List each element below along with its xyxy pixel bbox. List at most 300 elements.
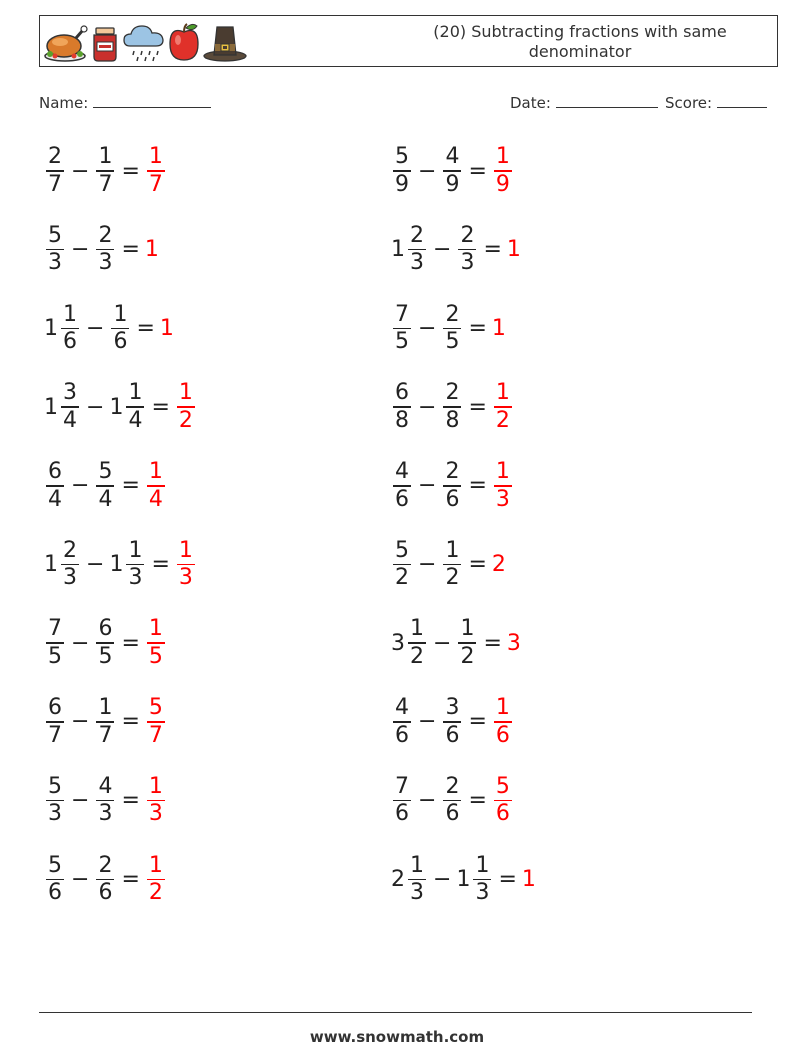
fraction	[46, 616, 64, 670]
minus-sign: −	[433, 630, 452, 656]
minuend	[391, 774, 413, 828]
whole-number: 1	[391, 237, 405, 263]
numerator: 1	[475, 852, 490, 878]
minuend	[391, 459, 413, 513]
denominator: 2	[395, 565, 409, 591]
fraction	[46, 774, 64, 828]
answer	[145, 144, 167, 198]
denominator: 7	[148, 722, 163, 748]
equals-sign: =	[468, 552, 487, 577]
denominator: 2	[445, 565, 460, 591]
minus-sign: −	[86, 394, 105, 420]
numerator: 2	[98, 222, 113, 248]
denominator: 9	[495, 171, 510, 197]
denominator: 3	[128, 565, 143, 591]
fraction	[494, 774, 512, 828]
denominator: 3	[410, 880, 424, 906]
minuend	[391, 695, 413, 749]
denominator: 6	[63, 329, 77, 355]
minuend	[44, 853, 66, 907]
denominator: 2	[148, 880, 163, 906]
minus-sign: −	[71, 237, 90, 263]
minus-sign: −	[71, 158, 90, 184]
problem-item	[44, 298, 175, 358]
fraction	[46, 853, 64, 907]
denominator: 6	[395, 801, 409, 827]
minuend	[391, 223, 428, 277]
subtrahend	[456, 616, 478, 670]
fraction	[393, 302, 411, 356]
answer	[175, 538, 197, 592]
fraction	[443, 695, 461, 749]
minuend	[391, 616, 428, 670]
problem-item	[391, 771, 514, 831]
denominator: 5	[445, 329, 460, 355]
problem-item	[44, 771, 167, 831]
denominator: 3	[178, 565, 193, 591]
subtrahend	[441, 459, 463, 513]
numerator: 1	[178, 537, 193, 563]
minuend	[44, 380, 81, 434]
subtrahend	[441, 380, 463, 434]
whole-number: 2	[391, 866, 405, 892]
fraction	[393, 774, 411, 828]
denominator: 6	[445, 801, 460, 827]
numerator: 5	[98, 459, 113, 485]
numerator: 4	[395, 459, 409, 485]
equals-sign: =	[483, 630, 502, 656]
denominator: 6	[98, 880, 113, 906]
fraction	[126, 380, 144, 434]
minus-sign: −	[71, 788, 90, 814]
numerator: 1	[98, 695, 113, 721]
fraction	[408, 853, 426, 907]
numerator: 6	[48, 459, 62, 485]
denominator: 9	[395, 171, 409, 197]
problem-item	[391, 141, 514, 201]
numerator: 5	[48, 773, 62, 799]
numerator: 2	[445, 773, 460, 799]
fraction	[473, 853, 491, 907]
numerator: 6	[395, 380, 409, 406]
minus-sign: −	[433, 866, 452, 892]
minuend	[44, 144, 66, 198]
minuend	[44, 459, 66, 513]
subtrahend	[441, 695, 463, 749]
denominator: 5	[98, 643, 113, 669]
numerator: 1	[410, 852, 424, 878]
fraction	[443, 774, 461, 828]
numerator: 1	[128, 380, 143, 406]
subtrahend	[94, 774, 116, 828]
equals-sign: =	[121, 158, 140, 184]
subtrahend	[441, 538, 463, 592]
minuend	[391, 144, 413, 198]
answer	[145, 616, 167, 670]
minuend	[391, 853, 428, 907]
fraction	[443, 459, 461, 513]
minuend	[44, 616, 66, 670]
fraction	[147, 695, 165, 749]
minuend	[44, 774, 66, 828]
subtrahend	[94, 853, 116, 907]
equals-sign: =	[468, 158, 487, 184]
fraction	[147, 616, 165, 670]
subtrahend	[456, 223, 478, 277]
minus-sign: −	[418, 394, 437, 420]
score-blank	[717, 95, 767, 108]
equals-sign: =	[121, 709, 140, 735]
numerator: 4	[445, 144, 460, 170]
problem-item	[391, 456, 514, 516]
subtrahend	[441, 144, 463, 198]
answer	[507, 631, 522, 656]
answer	[522, 867, 537, 892]
denominator: 3	[410, 250, 424, 276]
whole-number: 1	[109, 394, 124, 420]
fraction	[147, 853, 165, 907]
worksheet-header	[39, 15, 778, 67]
numerator: 5	[495, 773, 510, 799]
minus-sign: −	[418, 158, 437, 184]
name-blank	[93, 95, 211, 108]
denominator: 2	[460, 643, 475, 669]
numerator: 2	[445, 301, 460, 327]
denominator: 2	[178, 407, 193, 433]
subtrahend	[94, 144, 116, 198]
minus-sign: −	[418, 709, 437, 735]
problem-item	[391, 377, 514, 437]
denominator: 3	[63, 565, 77, 591]
numerator: 7	[395, 301, 409, 327]
whole-number: 1	[144, 237, 159, 263]
fraction	[46, 695, 64, 749]
minuend	[44, 695, 66, 749]
subtrahend	[109, 380, 146, 434]
apple-icon	[166, 20, 202, 64]
name-field	[39, 94, 211, 112]
denominator: 6	[113, 329, 128, 355]
whole-number: 1	[491, 315, 506, 341]
denominator: 3	[48, 250, 62, 276]
whole-number: 3	[506, 630, 521, 656]
numerator: 4	[98, 773, 113, 799]
numerator: 5	[395, 537, 409, 563]
denominator: 7	[98, 171, 113, 197]
fraction	[96, 616, 114, 670]
denominator: 4	[98, 486, 113, 512]
fraction	[126, 538, 144, 592]
denominator: 5	[148, 643, 163, 669]
numerator: 7	[48, 616, 62, 642]
denominator: 3	[460, 250, 475, 276]
problem-item	[391, 220, 522, 280]
denominator: 6	[495, 801, 510, 827]
fraction	[111, 302, 129, 356]
date-label: Date:	[510, 94, 551, 112]
fraction	[46, 144, 64, 198]
fraction	[443, 380, 461, 434]
numerator: 2	[445, 459, 460, 485]
equals-sign: =	[121, 630, 140, 656]
whole-number: 2	[491, 552, 506, 577]
numerator: 6	[48, 695, 62, 721]
equals-sign: =	[468, 709, 487, 735]
denominator: 3	[98, 250, 113, 276]
denominator: 6	[495, 722, 510, 748]
footer-url: www.snowmath.com	[309, 1028, 485, 1046]
equals-sign: =	[151, 394, 170, 420]
fraction	[96, 223, 114, 277]
turkey-icon	[42, 20, 88, 64]
subtrahend	[441, 774, 463, 828]
denominator: 5	[395, 329, 409, 355]
numerator: 1	[113, 301, 128, 327]
minus-sign: −	[71, 709, 90, 735]
minus-sign: −	[86, 552, 105, 577]
whole-number: 3	[391, 630, 405, 656]
fraction	[443, 302, 461, 356]
answer	[145, 459, 167, 513]
fraction	[393, 380, 411, 434]
numerator: 7	[395, 773, 409, 799]
whole-number: 1	[44, 315, 58, 341]
numerator: 5	[48, 852, 62, 878]
answer	[145, 695, 167, 749]
fraction	[61, 380, 79, 434]
fraction	[494, 459, 512, 513]
denominator: 9	[445, 171, 460, 197]
equals-sign: =	[121, 788, 140, 814]
numerator: 2	[98, 852, 113, 878]
fraction	[393, 144, 411, 198]
fraction	[61, 302, 79, 356]
numerator: 1	[460, 616, 475, 642]
problem-item	[44, 692, 167, 752]
minuend	[391, 538, 413, 592]
denominator: 3	[48, 801, 62, 827]
fraction	[147, 459, 165, 513]
numerator: 3	[445, 695, 460, 721]
numerator: 1	[495, 459, 510, 485]
denominator: 4	[63, 407, 77, 433]
denominator: 6	[395, 486, 409, 512]
equals-sign: =	[121, 237, 140, 263]
whole-number: 1	[159, 315, 174, 341]
problem-item	[44, 613, 167, 673]
score-label: Score:	[665, 94, 713, 112]
denominator: 3	[475, 880, 490, 906]
numerator: 2	[48, 144, 62, 170]
numerator: 2	[460, 222, 475, 248]
fraction	[408, 616, 426, 670]
answer	[160, 316, 175, 341]
equals-sign: =	[468, 473, 487, 499]
fraction	[443, 538, 461, 592]
minus-sign: −	[418, 473, 437, 499]
problem-item	[391, 298, 507, 358]
date-field	[510, 94, 658, 112]
denominator: 8	[395, 407, 409, 433]
jam-jar-icon	[88, 20, 122, 64]
fraction	[147, 144, 165, 198]
numerator: 5	[148, 695, 163, 721]
denominator: 6	[48, 880, 62, 906]
numerator: 1	[495, 695, 510, 721]
fraction	[177, 538, 195, 592]
answer	[145, 237, 160, 262]
numerator: 1	[495, 380, 510, 406]
rain-cloud-icon	[122, 20, 166, 64]
minus-sign: −	[86, 315, 105, 341]
denominator: 4	[48, 486, 62, 512]
numerator: 2	[410, 222, 424, 248]
numerator: 1	[63, 301, 77, 327]
subtrahend	[109, 302, 131, 356]
denominator: 7	[48, 722, 62, 748]
minus-sign: −	[418, 315, 437, 341]
fraction	[46, 459, 64, 513]
subtrahend	[94, 616, 116, 670]
numerator: 1	[128, 537, 143, 563]
whole-number: 1	[456, 866, 471, 892]
problem-item	[391, 692, 514, 752]
numerator: 5	[395, 144, 409, 170]
equals-sign: =	[121, 866, 140, 892]
minus-sign: −	[71, 630, 90, 656]
answer	[145, 774, 167, 828]
numerator: 1	[495, 144, 510, 170]
fraction	[96, 144, 114, 198]
fraction	[458, 616, 476, 670]
denominator: 3	[148, 801, 163, 827]
subtrahend	[94, 223, 116, 277]
answer	[492, 316, 507, 341]
fraction	[96, 695, 114, 749]
answer	[492, 695, 514, 749]
fraction	[494, 144, 512, 198]
equals-sign: =	[136, 315, 155, 341]
pilgrim-hat-icon	[202, 20, 248, 64]
fraction	[96, 459, 114, 513]
date-blank	[556, 95, 658, 108]
answer	[145, 853, 167, 907]
minuend	[44, 223, 66, 277]
fraction	[494, 695, 512, 749]
denominator: 6	[445, 722, 460, 748]
subtrahend	[109, 538, 146, 592]
minus-sign: −	[433, 237, 452, 263]
answer	[492, 380, 514, 434]
header-icons	[42, 20, 248, 64]
problem-item	[44, 141, 167, 201]
fraction	[177, 380, 195, 434]
equals-sign: =	[468, 788, 487, 814]
numerator: 4	[395, 695, 409, 721]
fraction	[443, 144, 461, 198]
denominator: 7	[148, 171, 163, 197]
subtrahend	[456, 853, 493, 907]
denominator: 8	[445, 407, 460, 433]
fraction	[46, 223, 64, 277]
minus-sign: −	[418, 552, 437, 577]
numerator: 1	[178, 380, 193, 406]
numerator: 1	[148, 852, 163, 878]
answer	[507, 237, 522, 262]
numerator: 1	[148, 616, 163, 642]
minus-sign: −	[71, 473, 90, 499]
subtrahend	[94, 695, 116, 749]
answer	[492, 144, 514, 198]
equals-sign: =	[483, 237, 502, 263]
subtrahend	[94, 459, 116, 513]
denominator: 7	[48, 171, 62, 197]
fraction	[408, 223, 426, 277]
numerator: 1	[148, 773, 163, 799]
fraction	[61, 538, 79, 592]
footer-divider	[39, 1012, 752, 1013]
numerator: 1	[98, 144, 113, 170]
numerator: 3	[63, 380, 77, 406]
numerator: 1	[410, 616, 424, 642]
equals-sign: =	[121, 473, 140, 499]
score-field	[665, 94, 767, 112]
numerator: 6	[98, 616, 113, 642]
minuend	[44, 538, 81, 592]
fraction	[494, 380, 512, 434]
problem-item	[44, 220, 160, 280]
subtrahend	[441, 302, 463, 356]
fraction	[147, 774, 165, 828]
problem-item	[44, 377, 197, 437]
worksheet-title: (20) Subtracting fractions with same denominator	[433, 22, 727, 61]
answer	[492, 552, 507, 577]
problem-item	[44, 849, 167, 909]
answer	[175, 380, 197, 434]
numerator: 5	[48, 222, 62, 248]
numerator: 2	[445, 380, 460, 406]
denominator: 6	[445, 486, 460, 512]
numerator: 1	[445, 537, 460, 563]
equals-sign: =	[151, 552, 170, 577]
problem-item	[391, 613, 522, 673]
whole-number: 1	[44, 552, 58, 577]
whole-number: 1	[44, 394, 58, 420]
equals-sign: =	[498, 866, 517, 892]
answer	[492, 459, 514, 513]
fraction	[393, 538, 411, 592]
problem-item	[44, 535, 197, 595]
minus-sign: −	[418, 788, 437, 814]
name-label: Name:	[39, 94, 89, 112]
denominator: 4	[148, 486, 163, 512]
denominator: 6	[395, 722, 409, 748]
denominator: 3	[495, 486, 510, 512]
denominator: 7	[98, 722, 113, 748]
equals-sign: =	[468, 394, 487, 420]
fraction	[458, 223, 476, 277]
denominator: 4	[128, 407, 143, 433]
minuend	[391, 302, 413, 356]
whole-number: 1	[521, 866, 536, 892]
problem-item	[391, 849, 537, 909]
fraction	[96, 774, 114, 828]
denominator: 2	[495, 407, 510, 433]
fraction	[96, 853, 114, 907]
whole-number: 1	[109, 552, 124, 577]
denominator: 2	[410, 643, 424, 669]
numerator: 1	[148, 459, 163, 485]
